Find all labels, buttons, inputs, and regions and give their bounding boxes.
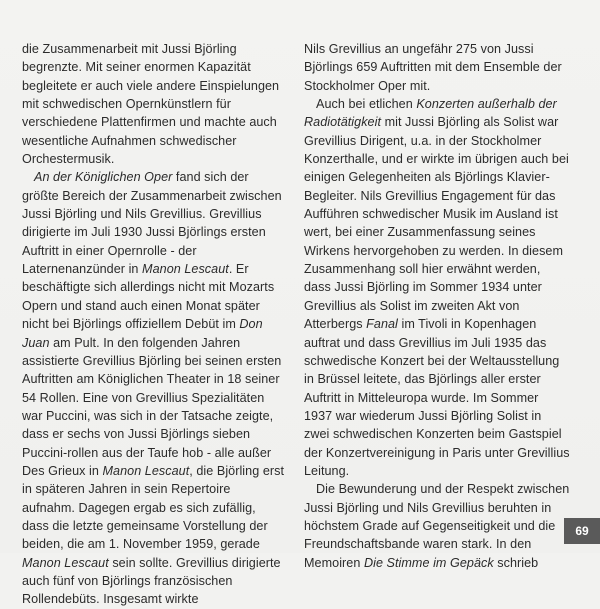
left-text-column [22,40,284,609]
italic-title: Fanal [366,317,398,332]
italic-title: Manon Lescaut [22,555,109,570]
right-paragraph-1: Nils Grevillius an ungefähr 275 von Jussi Björlings 659 Auftritten mit dem Ensemble der Stockholmer Oper mit. [304,42,562,93]
italic-title: Manon Lescaut [102,463,190,478]
text-run: mit Jussi Björling als Solist war Grevillius Dirigent, u.a. in der Stockholmer Konzerthalle, und er wirkte im übrigen auch bei einigen Gelegenheiten als Björlings Klavier-Begleiter. Nils Grevillius Engagement für das Aufführen schwedischer Musik im Ausland ist wert, bei einer Zusammenfassung seines Wirkens hervorgehoben zu werden. In diesem Zusammenhang soll hier erwähnt werden, dass Jussi Björling im Sommer 1934 unter Grevillius als Solist im zweiten Akt von Atterbergs [304,115,569,332]
text-run: schrieb [493,555,539,570]
text-run: , die Björling erst in späteren Jahren in sein Repertoire aufnahm. Dagegen ergab es sich zufällig, dass die letzte gemeinsame Vorstellung der beiden, die am 1. November 1959, gerade [22,463,285,552]
text-run: fand sich der größte Bereich der Zusammenarbeit zwischen Jussi Björling und Nils Grevillius. Grevillius dirigierte im Juli 1930 Jussi Björlings ersten Auftritt in einer Opernrolle - der Laternenanzünder in [22,170,282,277]
text-run: Die Bewunderung und der Respekt zwischen Jussi Björling und Nils Grevillius beruhten in höchstem Grade auf Gegenseitigkeit und die Freundschaftsbande waren stark. In den Memoiren [304,482,570,570]
text-run: sein sollte. Grevillius dirigierte auch fünf von Björlings französischen Rollendebüts. Insgesamt wirkte [22,555,281,607]
italic-phrase: Konzerten außerhalb der Radiotätigkeit [304,97,557,130]
left-paragraph-2 [22,168,284,608]
italic-title: Don Juan [22,317,263,350]
right-paragraph-3 [304,480,570,572]
italic-phrase: An der Königlichen Oper [34,170,173,185]
right-text-column [304,40,570,572]
italic-title: Manon Lescaut [142,262,229,277]
left-paragraph-1: die Zusammenarbeit mit Jussi Björling begrenzte. Mit seiner enormen Kapazität begleitete er auch viele andere Einspielungen mit schwedischen Opernkünstlern für verschiedene Plattenfirmen und machte auch wesentliche Aufnahmen schwedischer Orchestermusik. [22,42,280,167]
italic-title: Die Stimme im Gepäck [363,555,494,570]
text-run: Auch bei etlichen [316,97,417,112]
text-run: . Er beschäftigte sich allerdings nicht mit Mozarts Opern und stand auch einen Monat später nicht bei Björlings offiziellem Debüt im [22,262,275,332]
right-paragraph-2 [304,95,570,480]
page-number-badge: 69 [564,518,600,544]
text-run: im Tivoli in Kopenhagen auftrat und dass Grevillius im Juli 1935 das schwedische Konzert bei der Weltausstellung in Brüssel leitete, das Björlings aller erster Auftritt in Mitteleuropa wurde. Im Sommer 1937 war wiederum Jussi Björling Solist in zwei schwedischen Konzerten beim Gastspiel der Konzertvereinigung in Paris unter Grevillius Leitung. [304,317,570,478]
text-run: am Pult. In den folgenden Jahren assistierte Grevillius Björling bei seinen ersten Auftritten am Königlichen Theater in 18 seiner 54 Rollen. Eine von Grevillius Spezialitäten war Puccini, was sich in der Tatsache zeigte, dass er sechs von Jussi Björlings sieben Puccini-rollen aus der Taufe hob - alle außer Des Grieux in [22,335,282,478]
